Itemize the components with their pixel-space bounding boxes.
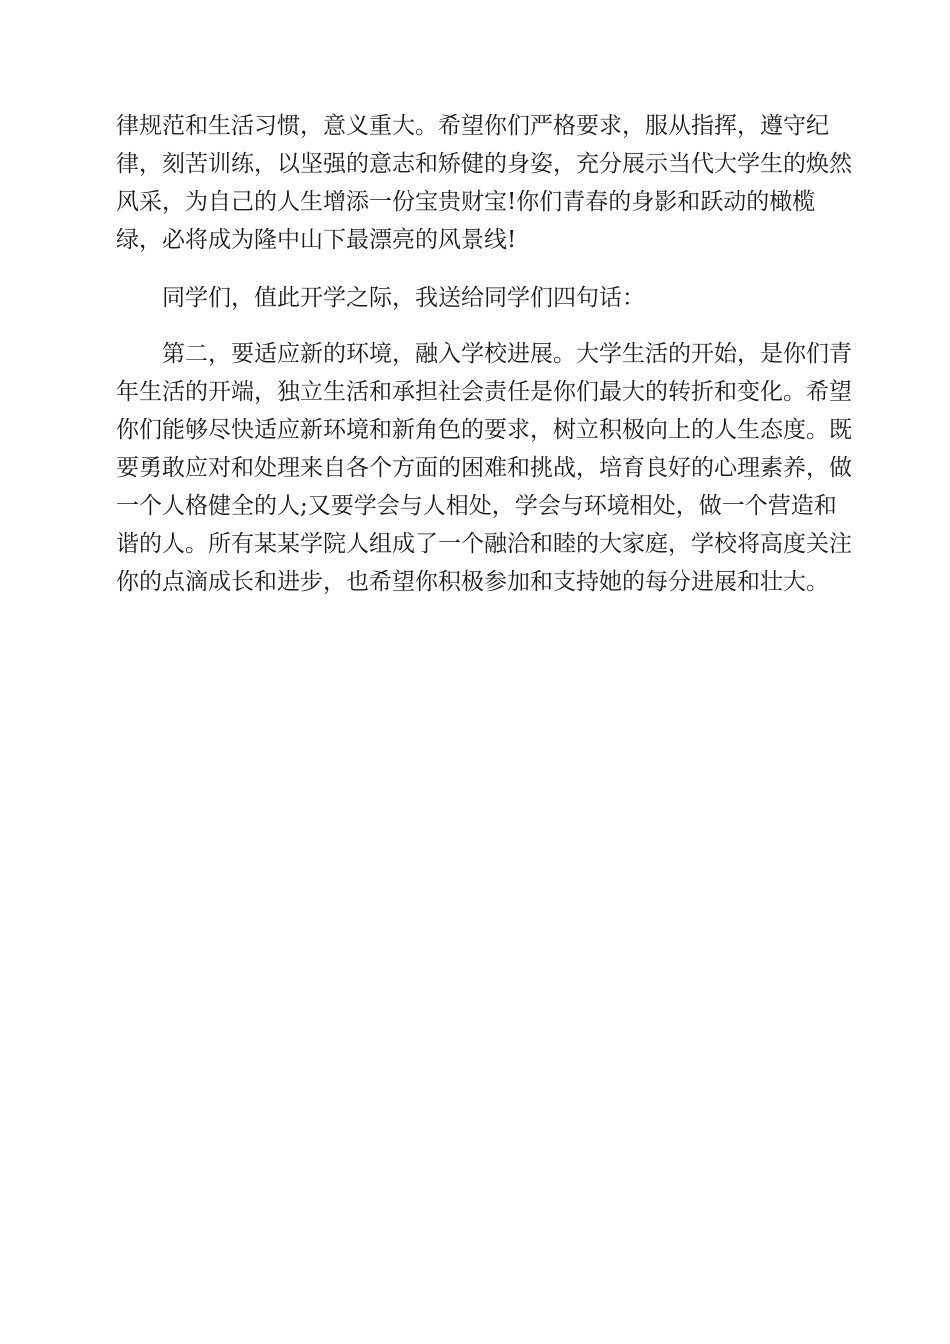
text-line: 要勇敢应对和处理来自各个方面的困难和挑战，培育良好的心理素养，做 (116, 455, 852, 481)
text-line: 你的点滴成长和进步，也希望你积极参加和支持她的每分进展和壮大。 (116, 569, 829, 595)
text-line: 同学们，值此开学之际，我送给同学们四句话： (162, 285, 645, 311)
text-line: 谐的人。所有某某学院人组成了一个融洽和睦的大家庭，学校将高度关注 (116, 531, 852, 557)
text-line: 年生活的开端，独立生活和承担社会责任是你们最大的转折和变化。希望 (116, 379, 852, 405)
text-line: 律，刻苦训练，以坚强的意志和矫健的身姿，充分展示当代大学生的焕然 (116, 151, 852, 177)
text-line: 风采，为自己的人生增添一份宝贵财宝!你们青春的身影和跃动的橄榄 (116, 189, 816, 215)
text-line: 一个人格健全的人;又要学会与人相处，学会与环境相处，做一个营造和 (116, 493, 837, 519)
text-line: 绿，必将成为隆中山下最漂亮的风景线! (116, 227, 517, 253)
paragraph-greeting (116, 279, 840, 317)
text-line: 律规范和生活习惯，意义重大。希望你们严格要求，服从指挥，遵守纪 (116, 113, 829, 139)
paragraph-continuation (116, 107, 852, 259)
text-line: 你们能够尽快适应新环境和新角色的要求，树立积极向上的人生态度。既 (116, 417, 852, 443)
text-line: 第二，要适应新的环境，融入学校进展。大学生活的开始，是你们青 (162, 341, 852, 367)
paragraph-second-point (116, 335, 852, 601)
